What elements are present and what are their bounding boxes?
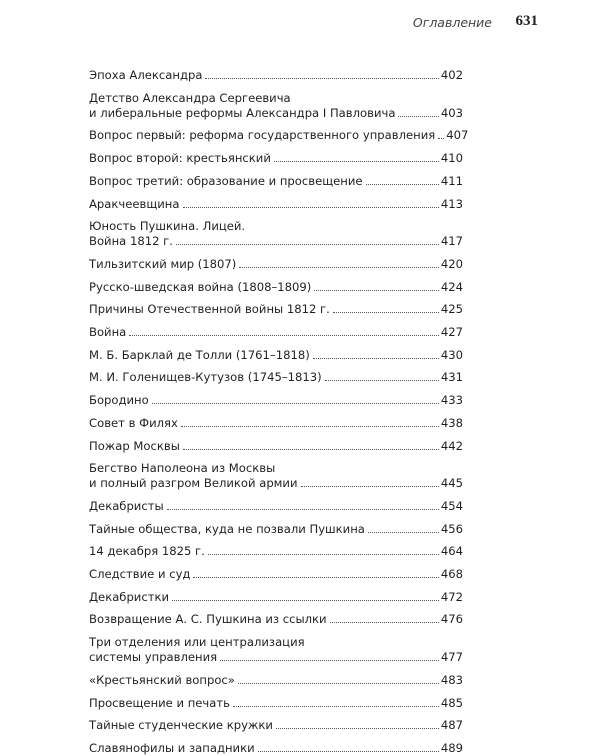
toc-entry-title-line: Тайные общества, куда не позвали Пушкина: [89, 521, 365, 536]
dot-leader: [208, 553, 439, 555]
toc-entry-page: 445: [440, 476, 463, 491]
toc-entry[interactable]: [89, 567, 463, 582]
toc-entry-title-line: Вопрос второй: крестьянский: [89, 151, 271, 166]
dot-leader: [193, 576, 438, 578]
toc-entry-title-line: Три отделения или централизация: [89, 635, 305, 650]
toc-entry-title-line: Детство Александра Сергеевича: [89, 90, 291, 105]
toc-entry-title-line: и полный разгром Великой армии: [89, 476, 298, 491]
toc-entry-title-line: Вопрос третий: образование и просвещение: [89, 173, 363, 188]
running-header-title: Оглавление: [412, 15, 492, 30]
dot-leader: [181, 425, 439, 427]
toc-entry-page: 489: [440, 740, 463, 755]
dot-leader: [238, 682, 439, 684]
toc-entry-title-line: Декабристки: [89, 589, 170, 604]
toc-entry-title-line: Тайные студенческие кружки: [89, 718, 273, 733]
dot-leader: [274, 160, 439, 162]
toc-entry[interactable]: [89, 370, 463, 385]
toc-entry-page: 410: [440, 151, 463, 166]
toc-entry[interactable]: [89, 718, 463, 733]
toc-entry[interactable]: [89, 439, 463, 454]
dot-leader: [276, 727, 439, 729]
toc-entry[interactable]: [89, 257, 463, 272]
dot-leader: [172, 599, 439, 601]
toc-entry[interactable]: [89, 280, 463, 295]
dot-leader: [258, 750, 439, 752]
dot-leader: [176, 243, 439, 245]
dot-leader: [152, 402, 439, 404]
toc-entry-title-line: «Крестьянский вопрос»: [89, 672, 235, 687]
dot-leader: [205, 77, 438, 79]
toc-entry-title-line: Совет в Филях: [89, 415, 178, 430]
toc-entry-page: 487: [440, 718, 463, 733]
toc-entry-title-line: Война: [89, 325, 127, 339]
toc-entry[interactable]: [89, 544, 463, 559]
toc-entry[interactable]: [89, 174, 463, 189]
toc-entry-title-line: Причины Отечественной войны 1812 г.: [89, 302, 330, 317]
toc-entry[interactable]: [89, 197, 463, 212]
toc-entry[interactable]: [89, 612, 463, 627]
toc-entry-title-line: Следствие и суд: [89, 567, 191, 581]
toc-entry-page: 468: [440, 567, 463, 581]
dot-leader: [239, 266, 439, 268]
toc-entry-page: 456: [440, 521, 463, 536]
dot-leader: [183, 448, 439, 450]
toc-entry[interactable]: [89, 416, 463, 431]
toc-entry[interactable]: [89, 499, 463, 514]
toc-entry-title-line: Юность Пушкина. Лицей.: [89, 219, 246, 234]
toc-entry-title-line: Возвращение А. С. Пушкина из ссылки: [89, 612, 327, 627]
toc-entry[interactable]: [89, 696, 463, 711]
toc-entry-page: 464: [440, 544, 463, 559]
toc-entry-page: 485: [440, 695, 463, 710]
toc-entry-page: 427: [440, 325, 463, 339]
dot-leader: [333, 311, 439, 313]
dot-leader: [183, 206, 439, 208]
toc-entry[interactable]: [89, 348, 463, 363]
dot-leader: [314, 289, 439, 291]
page-number: 631: [515, 13, 538, 29]
toc-entry-title-line: Бегство Наполеона из Москвы: [89, 461, 276, 476]
dot-leader: [167, 508, 439, 510]
toc-entry-page: 454: [440, 498, 463, 513]
toc-entry-title-line: системы управления: [89, 650, 218, 665]
toc-entry-title-line: Бородино: [89, 393, 149, 408]
toc-entry[interactable]: [89, 219, 463, 249]
dot-leader: [366, 183, 439, 185]
dot-leader: [325, 379, 439, 381]
dot-leader: [233, 705, 439, 707]
toc-entry-title-line: Аракчеевщина: [89, 196, 180, 211]
toc-entry-page: 430: [440, 347, 463, 362]
toc-entry-page: 438: [440, 415, 463, 430]
toc-entry-title-line: Война 1812 г.: [89, 234, 173, 249]
running-header: [0, 13, 600, 35]
toc-entry[interactable]: [89, 635, 463, 665]
toc-entry[interactable]: [89, 522, 463, 537]
toc-entry-title-line: Тильзитский мир (1807): [89, 256, 237, 271]
toc-entry-page: 413: [440, 196, 463, 211]
toc-entry-page: 425: [440, 302, 463, 317]
toc-entry-title-line: и либеральные реформы Александра I Павловича: [89, 105, 396, 120]
toc-entry[interactable]: [89, 741, 463, 756]
toc-entry[interactable]: [89, 68, 463, 83]
toc-entry-title-line: М. Б. Барклай де Толли (1761–1818): [89, 347, 310, 362]
toc-entry-page: 483: [440, 672, 463, 687]
toc-entry[interactable]: [89, 128, 469, 143]
dot-leader: [398, 115, 438, 117]
toc-entry-title-line: М. И. Голенищев-Кутузов (1745–1813): [89, 370, 322, 385]
dot-leader: [220, 659, 439, 661]
toc-entry-page: 420: [440, 256, 463, 271]
toc-entry-page: 472: [440, 589, 463, 604]
dot-leader: [301, 485, 439, 487]
dot-leader: [368, 531, 439, 533]
toc-entry[interactable]: [89, 91, 463, 121]
toc-entry[interactable]: [89, 302, 463, 317]
toc-entry-title-line: Русско-шведская война (1808–1809): [89, 279, 312, 294]
toc-entry[interactable]: [89, 151, 463, 166]
toc-entry-page: 411: [440, 173, 463, 188]
toc-entry-title-line: Декабристы: [89, 498, 164, 513]
toc-entry-page: 433: [440, 393, 463, 408]
dot-leader: [313, 357, 439, 359]
toc-entry[interactable]: [89, 461, 463, 491]
toc-entry-page: 407: [446, 128, 469, 143]
toc-entry[interactable]: [89, 673, 463, 688]
toc-entry[interactable]: [89, 325, 463, 340]
toc-entry-title-line: Пожар Москвы: [89, 438, 180, 453]
toc-entry-title-line: Славянофилы и западники: [89, 740, 255, 755]
toc-entry-page: 477: [440, 650, 463, 665]
dot-leader: [330, 621, 439, 623]
toc-entry-page: 476: [440, 612, 463, 627]
toc-entry-page: 402: [440, 68, 463, 82]
toc-entry[interactable]: [89, 590, 463, 605]
toc-entry-page: 403: [440, 105, 463, 120]
toc-entry-page: 442: [440, 438, 463, 453]
toc-entry-page: 424: [440, 279, 463, 294]
toc-entry-title-line: 14 декабря 1825 г.: [89, 544, 205, 559]
toc-entry-page: 431: [440, 370, 463, 385]
dot-leader: [438, 137, 444, 139]
toc-entry-title-line: Просвещение и печать: [89, 695, 230, 710]
dot-leader: [129, 334, 439, 336]
toc-entry-page: 417: [440, 234, 463, 249]
toc-entry-title-line: Эпоха Александра: [89, 68, 203, 82]
toc-entry[interactable]: [89, 393, 463, 408]
toc-entry-title-line: Вопрос первый: реформа государственного управления: [89, 128, 436, 143]
